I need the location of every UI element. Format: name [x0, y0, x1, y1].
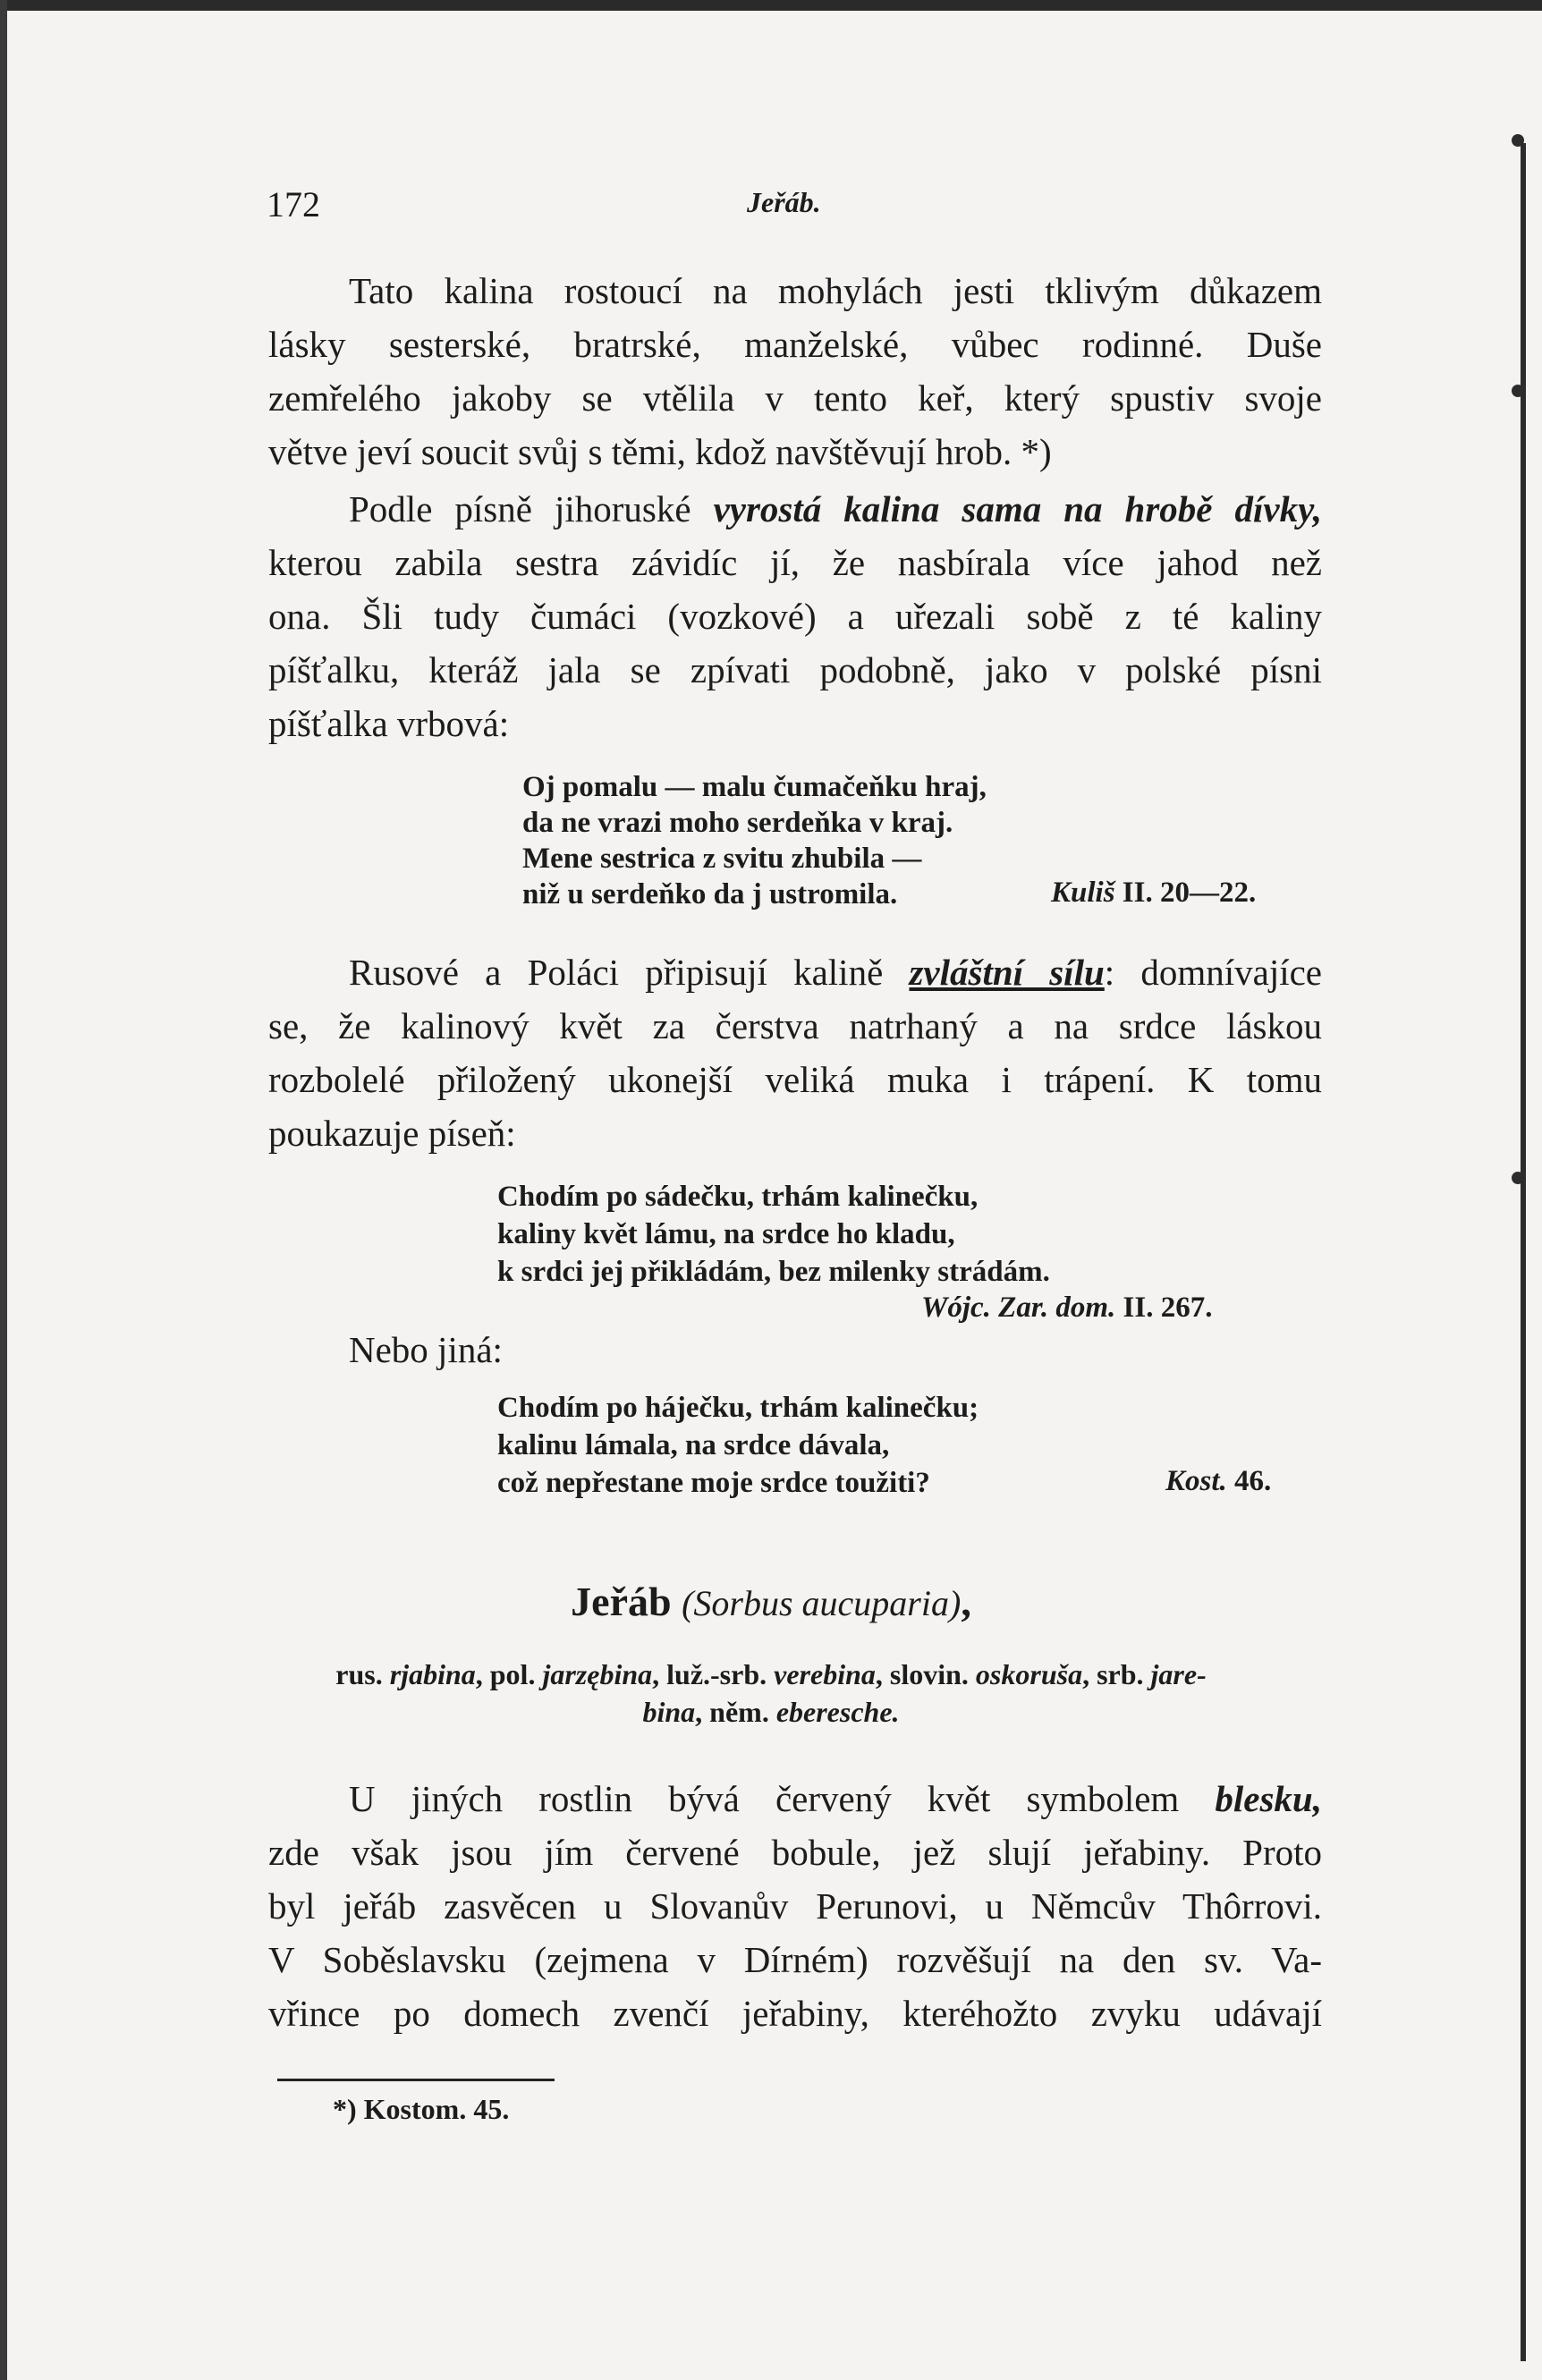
- latin-name: (Sorbus aucuparia): [682, 1583, 962, 1623]
- verse-line: Mene sestrica z svitu zhubila —: [522, 843, 922, 875]
- binding-mark: [1512, 1172, 1524, 1184]
- source-author: Wójc. Zar. dom.: [921, 1292, 1116, 1324]
- syn-part: , srb.: [1082, 1658, 1151, 1690]
- syn-word: oskoruša: [975, 1658, 1083, 1690]
- syn-part: , luž.-srb.: [652, 1658, 775, 1690]
- heading-comma: ,: [961, 1579, 971, 1624]
- verse-line: da ne vrazi moho serdeňka v kraj.: [522, 807, 953, 839]
- text-line: [349, 483, 1322, 535]
- section-title: Jeřáb: [571, 1579, 672, 1624]
- verse-line: Chodím po háječku, trhám kalinečku;: [497, 1392, 979, 1424]
- scan-binding-line: [1521, 143, 1526, 2361]
- scan-edge-top: [0, 0, 1542, 11]
- verse-line: kalinu lámala, na srdce dávala,: [497, 1429, 890, 1461]
- emphasis: blesku,: [1215, 1778, 1322, 1819]
- verse-line: Oj pomalu — malu čumačeňku hraj,: [522, 771, 987, 803]
- syn-word: eberesche.: [775, 1696, 900, 1728]
- text-line: lásky sesterské, bratrské, manželské, vůbec rodinné. Duše: [268, 324, 1322, 365]
- text-span: Podle písně jihoruské: [349, 488, 714, 529]
- text-line: [349, 946, 1322, 998]
- synonyms-line-1: [0, 1658, 1542, 1691]
- syn-word: jare-: [1150, 1658, 1207, 1690]
- source-author: Kuliš: [1051, 877, 1115, 909]
- syn-word: jarzębina: [542, 1658, 653, 1690]
- verse-source: [1165, 1465, 1271, 1498]
- syn-word: rjabina: [389, 1658, 476, 1690]
- scan-edge-left: [0, 0, 7, 2380]
- synonyms-line-2: [0, 1696, 1542, 1729]
- text-line: Tato kalina rostoucí na mohylách jesti tklivým důkazem: [349, 270, 1322, 311]
- verse-line: kaliny květ lámu, na srdce ho kladu,: [497, 1218, 955, 1250]
- page-number: 172: [267, 184, 320, 224]
- verse-line: což nepřestane moje srdce toužiti?: [497, 1467, 930, 1499]
- verse-line: niž u serdeňko da j ustromila.: [522, 878, 898, 910]
- nebo-jina: Nebo jiná:: [349, 1329, 503, 1370]
- verse-source: [1051, 877, 1256, 910]
- text-line: poukazuje píseň:: [268, 1113, 516, 1154]
- syn-part: , pol.: [475, 1658, 543, 1690]
- text-line: kterou zabila sestra závidíc jí, že nasbírala více jahod než: [268, 542, 1322, 583]
- text-line: píšťalka vrbová:: [268, 703, 510, 744]
- text-line: rozbolelé přiložený ukonejší veliká muka i trápení. K tomu: [268, 1059, 1322, 1100]
- verse-line: k srdci jej přikládám, bez milenky strádám.: [497, 1256, 1050, 1288]
- text-line: zemřelého jakoby se vtělila v tento keř, který spustiv svoje: [268, 377, 1322, 419]
- syn-part: , slovin.: [875, 1658, 976, 1690]
- text-span: U jiných rostlin bývá červený květ symbolem: [349, 1778, 1216, 1819]
- text-line: zde však jsou jím červené bobule, jež slují jeřabiny. Proto: [268, 1832, 1322, 1873]
- section-heading: [0, 1578, 1542, 1625]
- text-line: ona. Šli tudy čumáci (vozkové) a uřezali sobě z té kaliny: [268, 596, 1322, 637]
- text-line: [349, 1773, 1322, 1825]
- footnote-rule: [277, 2079, 555, 2081]
- text-line: vřince po domech zvenčí jeřabiny, kteréhožto zvyku udávají: [268, 1993, 1322, 2034]
- text-line: V Soběslavsku (zejmena v Dírném) rozvěšují na den sv. Va-: [268, 1939, 1322, 1980]
- text-line: větve jeví soucit svůj s těmi, kdož navštěvují hrob. *): [268, 431, 1052, 472]
- text-line: byl jeřáb zasvěcen u Slovanův Perunovi, u Němcův Thôrrovi.: [268, 1885, 1322, 1927]
- binding-mark: [1512, 385, 1524, 397]
- footnote: *) Kostom. 45.: [333, 2093, 510, 2125]
- binding-mark: [1512, 134, 1524, 147]
- source-ref: 46.: [1234, 1465, 1272, 1497]
- source-ref: II. 267.: [1123, 1292, 1213, 1324]
- emphasis: vyrostá kalina sama na hrobě dívky,: [713, 488, 1323, 529]
- syn-word: bina: [642, 1696, 696, 1728]
- verse-line: Chodím po sádečku, trhám kalinečku,: [497, 1181, 979, 1213]
- source-ref: II. 20—22.: [1122, 877, 1257, 909]
- syn-word: verebina: [774, 1658, 876, 1690]
- syn-part: rus.: [335, 1658, 390, 1690]
- emphasis: zvláštní sílu: [909, 952, 1105, 993]
- source-author: Kost.: [1165, 1465, 1227, 1497]
- text-line: se, že kalinový květ za čerstva natrhaný a na srdce láskou: [268, 1005, 1322, 1046]
- text-span: Rusové a Poláci připisují kalině: [349, 952, 910, 993]
- running-title: Jeřáb.: [747, 186, 821, 218]
- syn-part: , něm.: [695, 1696, 776, 1728]
- text-line: píšťalku, kteráž jala se zpívati podobně, jako v polské písni: [268, 649, 1322, 690]
- text-span: : domnívajíce: [1104, 952, 1322, 993]
- verse-source: [921, 1292, 1212, 1325]
